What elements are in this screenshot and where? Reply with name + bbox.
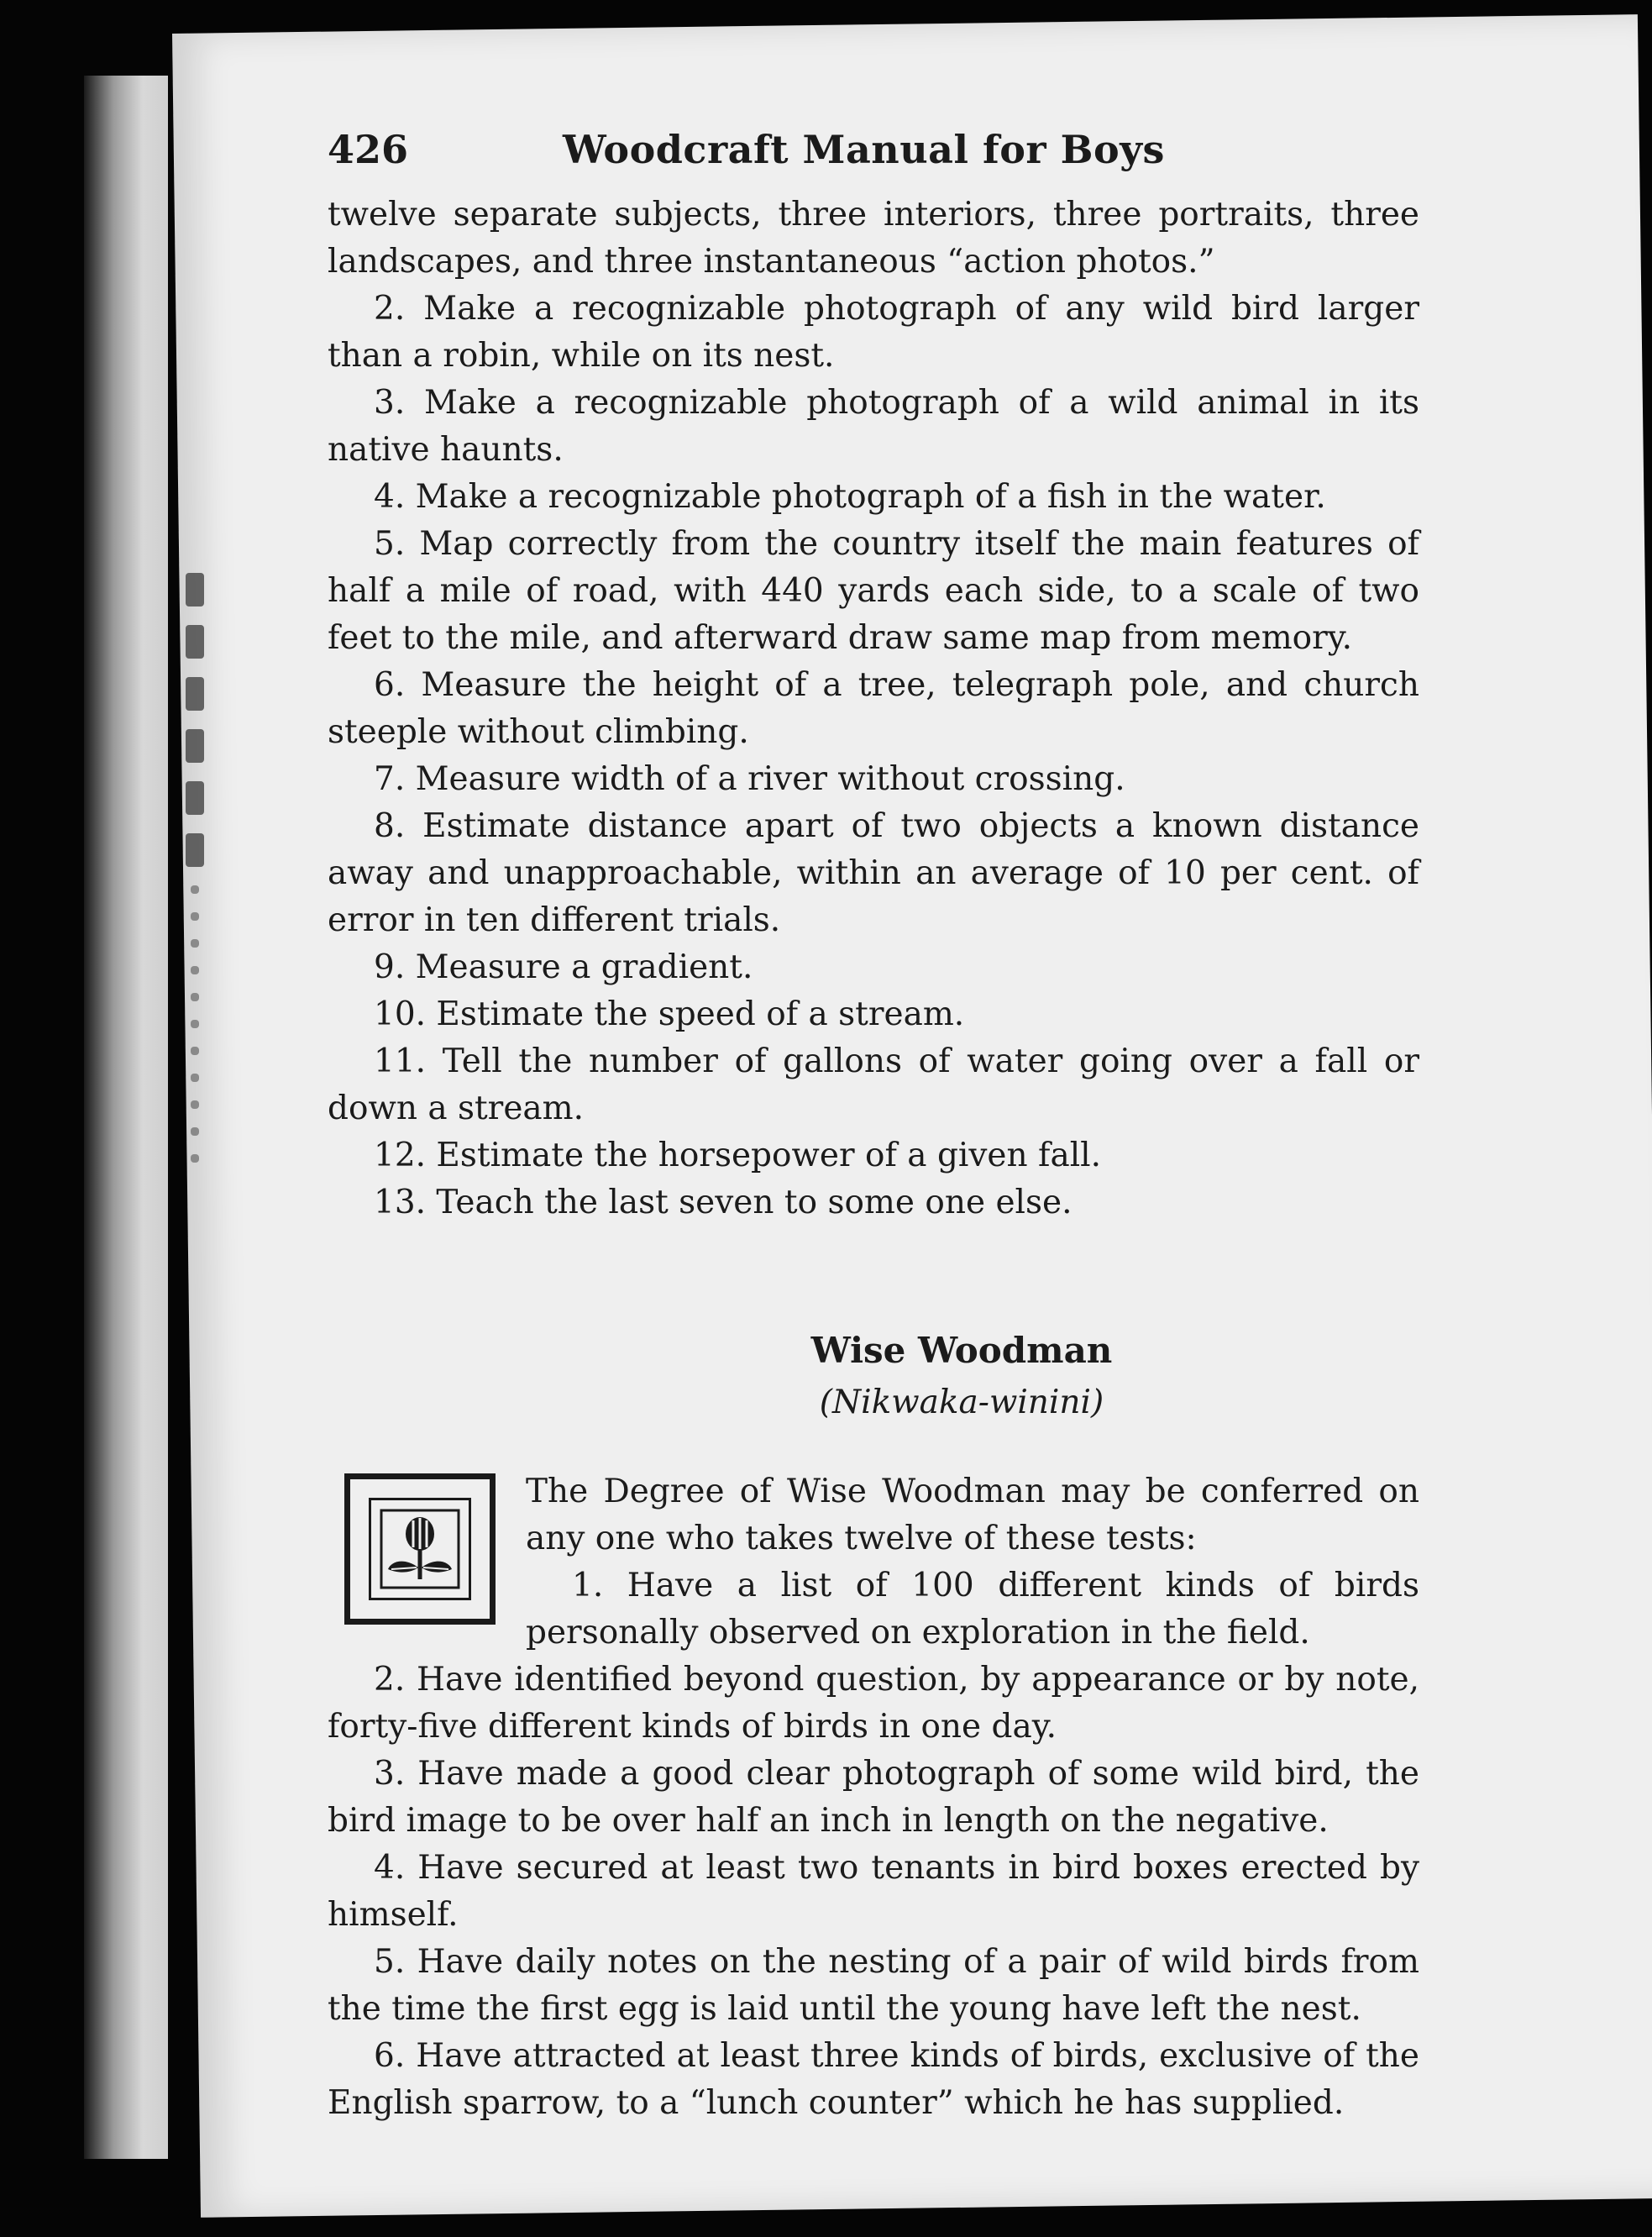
test-item: 7. Measure width of a river without crossing.	[374, 760, 1125, 798]
book-gutter	[84, 76, 168, 2159]
degree-test-item: 2. Have identified beyond question, by appearance or by note, forty-five different kinds of birds in one day.	[328, 1661, 1419, 1746]
test-item: 2. Make a recognizable photograph of any wild bird larger than a robin, while on its nest.	[328, 290, 1419, 375]
page-number: 426	[328, 127, 409, 172]
test-item: 13. Teach the last seven to some one else.	[374, 1184, 1072, 1221]
test-item: 11. Tell the number of gallons of water going over a fall or down a stream.	[328, 1042, 1419, 1127]
test-item: 12. Estimate the horsepower of a given fall.	[374, 1137, 1102, 1174]
test-item: 8. Estimate distance apart of two objects a known distance away and unapproachable, within an average of 10 per cent. of error in ten different trials.	[328, 807, 1419, 939]
test-item: 6. Measure the height of a tree, telegraph pole, and church steeple without climbing.	[328, 666, 1419, 751]
page-content	[328, 126, 1419, 2127]
section-intro: The Degree of Wise Woodman may be conferred on any one who takes twelve of these tests:	[526, 1473, 1419, 1557]
running-header	[328, 126, 1419, 173]
flower-emblem-icon	[344, 1473, 496, 1625]
running-title: Woodcraft Manual for Boys	[563, 127, 1165, 172]
continued-paragraph: twelve separate subjects, three interiors, three portraits, three landscapes, and three instantaneous “action photos.”	[328, 196, 1419, 281]
test-item: 10. Estimate the speed of a stream.	[374, 995, 965, 1033]
section-subtitle: (Nikwaka-winini)	[819, 1384, 1104, 1421]
bleed-through-marks	[172, 554, 256, 1604]
test-item: 3. Make a recognizable photograph of a wild animal in its native haunts.	[328, 384, 1419, 469]
test-item: 5. Map correctly from the country itself the main features of half a mile of road, with 440 yards each side, to a scale of two feet to the mile, and afterward draw same map from memory.	[328, 525, 1419, 657]
degree-test-item: 3. Have made a good clear photograph of some wild bird, the bird image to be over half an inch in length on the negative.	[328, 1755, 1419, 1840]
test-item: 9. Measure a gradient.	[374, 948, 753, 986]
degree-test-item: 6. Have attracted at least three kinds of birds, exclusive of the English sparrow, to a “lunch counter” which he has supplied.	[328, 2037, 1419, 2122]
degree-test-item: 5. Have daily notes on the nesting of a pair of wild birds from the time the first egg is laid until the young have left the nest.	[328, 1943, 1419, 2028]
test-item: 4. Make a recognizable photograph of a fish in the water.	[374, 478, 1326, 516]
section-title: Wise Woodman	[810, 1330, 1113, 1371]
degree-test-item: 4. Have secured at least two tenants in bird boxes erected by himself.	[328, 1849, 1419, 1934]
degree-test-item: 1. Have a list of 100 different kinds of birds personally observed on exploration in the field.	[526, 1567, 1419, 1651]
